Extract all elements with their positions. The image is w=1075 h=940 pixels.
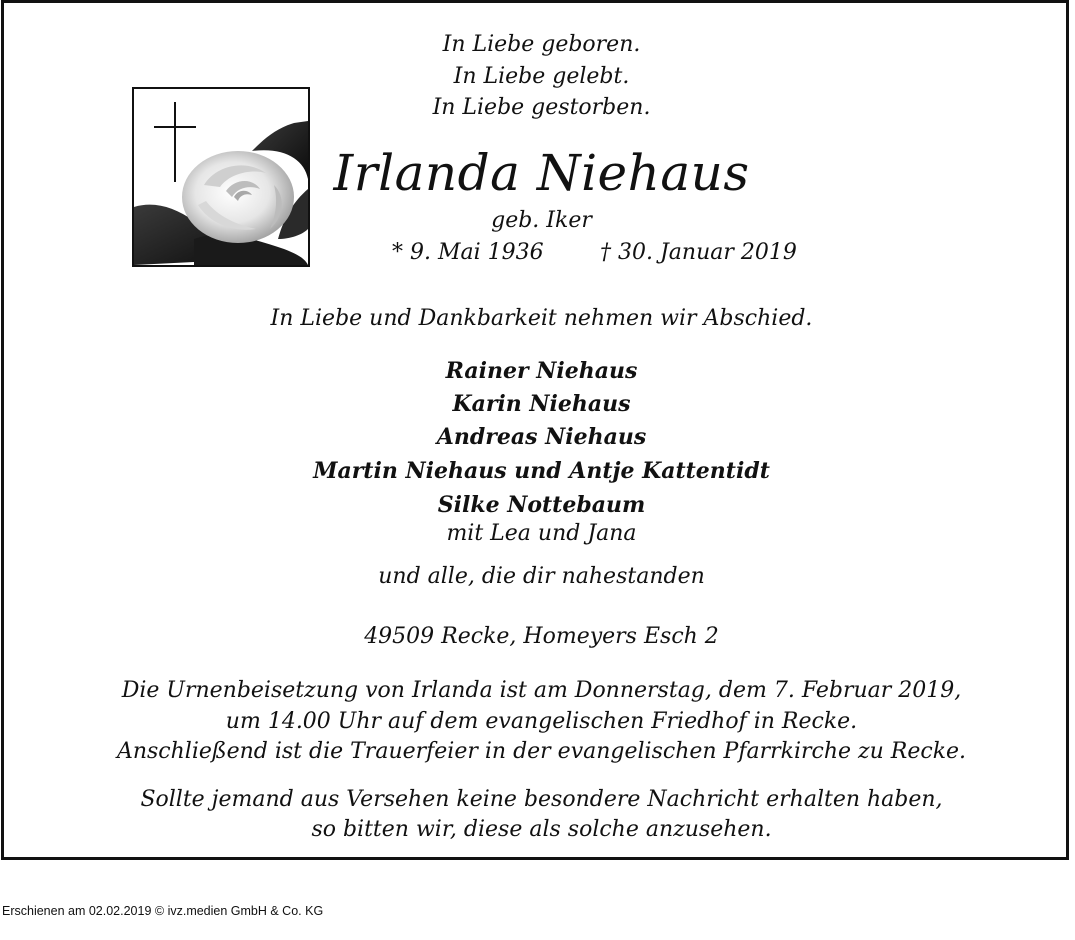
death-date: † 30. Januar 2019 [600,240,797,265]
closing-line: Sollte jemand aus Versehen keine besondere Nachricht erhalten haben, [140,787,943,812]
address-line: 49509 Recke, Homeyers Esch 2 [364,624,719,649]
closing-line: so bitten wir, diese als solche anzusehen. [311,817,772,842]
deceased-name: Irlanda Niehaus [333,144,750,202]
mourner-name: Karin Niehaus [452,391,631,417]
publication-note: Erschienen am 02.02.2019 © ivz.medien GmbH & Co. KG [2,904,324,918]
birth-name: geb. Iker [491,208,592,233]
motto-line-3: In Liebe gestorben. [432,95,651,120]
obituary-notice [1,0,1069,860]
motto-line-2: In Liebe gelebt. [453,64,630,89]
mourner-name: Martin Niehaus und Antje Kattentidt [313,458,770,484]
birth-date: * 9. Mai 1936 [392,240,544,265]
others-line: und alle, die dir nahestanden [378,564,705,589]
funeral-info-line: Die Urnenbeisetzung von Irlanda ist am Donnerstag, dem 7. Februar 2019, [121,678,962,703]
motto-line-1: In Liebe geboren. [442,32,641,57]
funeral-info-line: Anschließend ist die Trauerfeier in der evangelischen Pfarrkirche zu Recke. [116,739,967,764]
funeral-info-line: um 14.00 Uhr auf dem evangelischen Friedhof in Recke. [225,709,858,734]
mourner-name: Andreas Niehaus [436,424,647,450]
mourners-note: mit Lea und Jana [446,521,637,546]
mourner-name: Rainer Niehaus [445,358,638,384]
mourner-name: Silke Nottebaum [437,492,646,518]
farewell-line: In Liebe und Dankbarkeit nehmen wir Abschied. [270,306,813,331]
